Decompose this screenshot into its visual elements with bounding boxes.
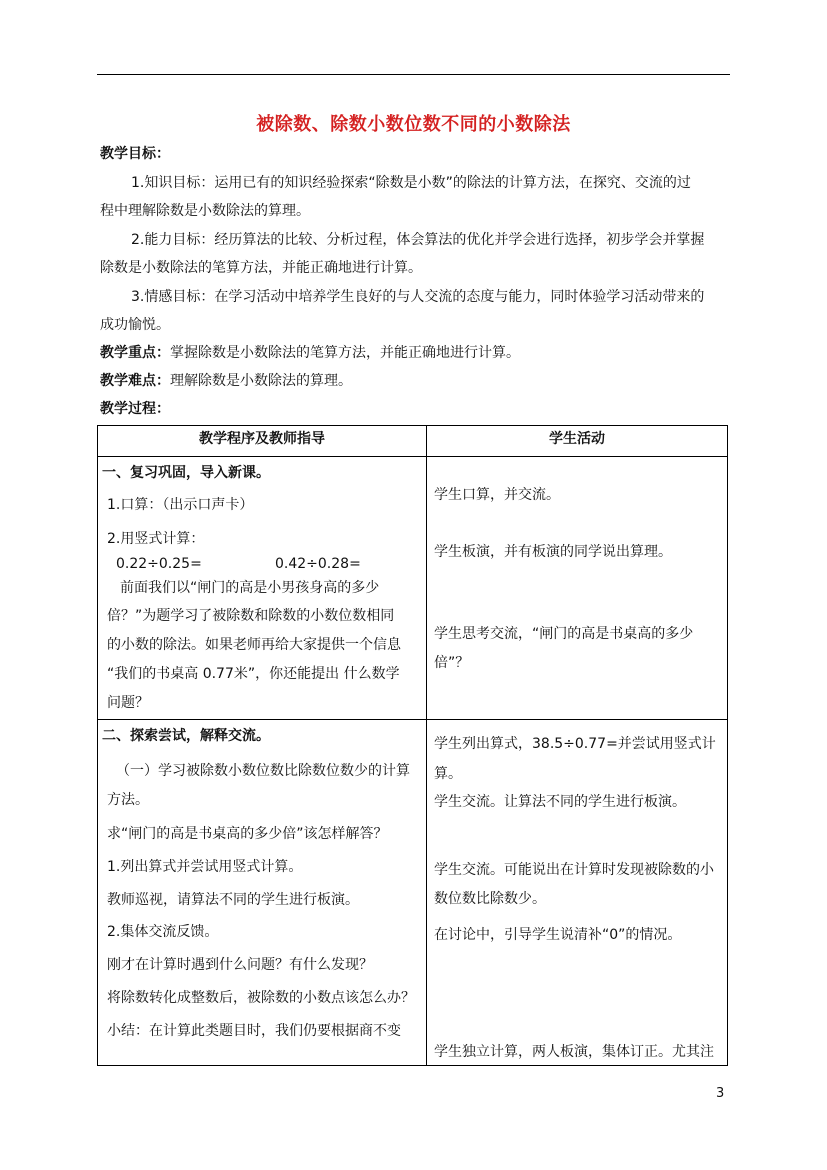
section2-line: 方法。 <box>107 792 149 808</box>
table-header-right: 学生活动 <box>549 431 605 447</box>
key-point-text: 掌握除数是小数除法的笔算方法，并能正确地进行计算。 <box>170 345 520 361</box>
section2-heading: 二、探索尝试，解释交流。 <box>102 728 270 744</box>
section2-activity: 在讨论中，引导学生说清补“0”的情况。 <box>434 927 682 943</box>
section1-line: 倍？”为题学习了被除数和除数的小数位数相同 <box>107 608 395 624</box>
column-divider <box>426 426 427 1065</box>
page-title: 被除数、除数小数位数不同的小数除法 <box>256 114 571 135</box>
section1-equation-1: 0.22÷0.25= <box>116 556 202 572</box>
difficulty <box>100 371 730 391</box>
section2-line: 教师巡视，请算法不同的学生进行板演。 <box>107 892 359 908</box>
key-point <box>100 343 730 363</box>
section2-activity: 学生列出算式，38.5÷0.77=并尝试用竖式计 <box>434 736 716 752</box>
section1-line: 2.用竖式计算： <box>107 531 205 547</box>
section1-heading: 一、复习巩固，导入新课。 <box>102 465 270 481</box>
section1-activity: 倍”？ <box>434 655 470 671</box>
table-header-left: 教学程序及教师指导 <box>199 431 325 447</box>
section2-line: （一）学习被除数小数位数比除数位数少的计算 <box>116 763 410 779</box>
section2-line: 刚才在计算时遇到什么问题？有什么发现？ <box>107 957 373 973</box>
difficulty-label: 教学难点： <box>100 373 170 389</box>
section2-line: 2.集体交流反馈。 <box>107 924 219 940</box>
section2-activity: 学生交流。可能说出在计算时发现被除数的小 <box>434 862 714 878</box>
header-rule <box>97 74 730 75</box>
section2-activity: 学生交流。让算法不同的学生进行板演。 <box>434 794 686 810</box>
objective-1-line-2: 程中理解除数是小数除法的算理。 <box>100 203 310 219</box>
section1-line: 1.口算：（出示口声卡） <box>107 497 254 513</box>
section2-line: 求“闸门的高是书桌高的多少倍”该怎样解答？ <box>107 826 388 842</box>
section2-line: 1.列出算式并尝试用竖式计算。 <box>107 859 303 875</box>
section1-equation-2: 0.42÷0.28= <box>275 556 361 572</box>
section2-line: 小结：在计算此类题目时，我们仍要根据商不变 <box>107 1023 401 1039</box>
section-divider <box>98 719 727 720</box>
objectives-heading: 教学目标： <box>100 146 170 162</box>
process-heading: 教学过程： <box>100 401 170 417</box>
section2-activity: 数位数比除数少。 <box>434 891 546 907</box>
section1-activity: 学生思考交流，“闸门的高是书桌高的多少 <box>434 626 694 642</box>
section2-activity: 算。 <box>434 766 462 782</box>
objective-2-line-1: 2.能力目标：经历算法的比较、分析过程，体会算法的优化并学会进行选择，初步学会并掌握 <box>131 232 705 248</box>
page-number: 3 <box>716 1086 725 1101</box>
section1-line: “我们的书桌高 0.77米”，你还能提出 什么数学 <box>107 666 400 682</box>
objective-2-line-2: 除数是小数除法的笔算方法，并能正确地进行计算。 <box>100 260 422 276</box>
key-point-label: 教学重点： <box>100 345 170 361</box>
section1-activity: 学生板演，并有板演的同学说出算理。 <box>434 544 672 560</box>
objective-1-line-1: 1.知识目标：运用已有的知识经验探索“除数是小数”的除法的计算方法，在探究、交流的过 <box>131 175 691 191</box>
section1-line: 前面我们以“闸门的高是小男孩身高的多少 <box>120 580 380 596</box>
section1-line: 问题？ <box>107 695 149 711</box>
section2-activity: 学生独立计算，两人板演，集体订正。尤其注 <box>434 1044 714 1060</box>
section2-line: 将除数转化成整数后，被除数的小数点该怎么办？ <box>107 990 415 1006</box>
objective-3-line-2: 成功愉悦。 <box>100 317 170 333</box>
section1-line: 的小数的除法。如果老师再给大家提供一个信息 <box>107 637 401 653</box>
process-table <box>97 425 728 1066</box>
header-divider <box>98 456 727 457</box>
difficulty-text: 理解除数是小数除法的算理。 <box>170 373 352 389</box>
objective-3-line-1: 3.情感目标：在学习活动中培养学生良好的与人交流的态度与能力，同时体验学习活动带来的 <box>131 289 705 305</box>
section1-activity: 学生口算，并交流。 <box>434 487 560 503</box>
